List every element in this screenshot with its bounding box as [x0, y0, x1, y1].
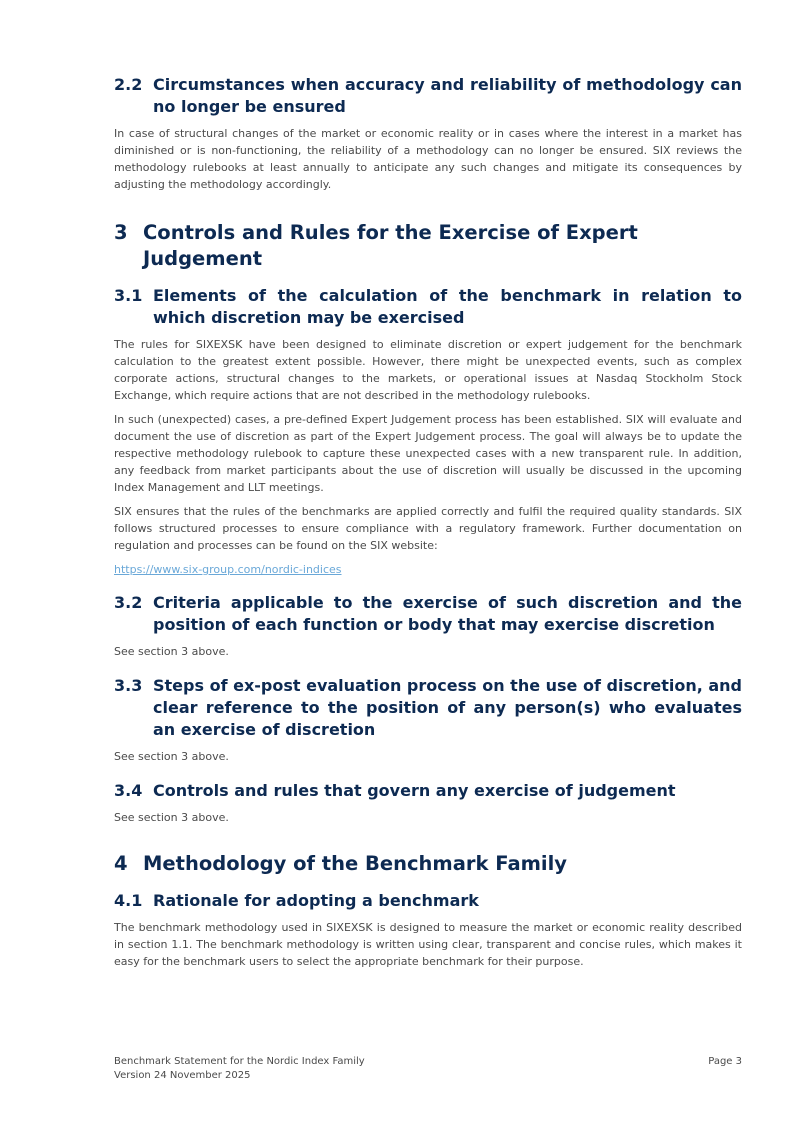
section-heading-3-1: [114, 285, 742, 329]
section-number: 3.1: [114, 286, 143, 305]
section-heading-2-2: [114, 74, 742, 118]
section-number: 4: [114, 852, 128, 875]
section-heading-4-1: [114, 890, 742, 912]
section-number: 4.1: [114, 891, 143, 910]
section-heading-3-3: [114, 675, 742, 741]
section-heading-3-4: [114, 780, 742, 802]
section-title: Controls and rules that govern any exercise of judgement: [153, 781, 676, 800]
section-title: Criteria applicable to the exercise of such discretion and the position of each function or body that may exercise discretion: [153, 593, 742, 634]
page-number: Page 3: [708, 1056, 742, 1067]
document-body: [114, 74, 742, 977]
page-footer: [114, 1055, 742, 1083]
section-title: Methodology of the Benchmark Family: [143, 852, 568, 875]
paragraph: The benchmark methodology used in SIXEXSK is designed to measure the market or economic reality described in section 1.1. The benchmark methodology is written using clear, transparent and concise rules, which makes it easy for the benchmark users to select the appropriate benchmark for their purpose.: [114, 921, 742, 968]
footer-document-title: Benchmark Statement for the Nordic Index Family: [114, 1056, 365, 1067]
paragraph: SIX ensures that the rules of the benchmarks are applied correctly and fulfil the required quality standards. SIX follows structured processes to ensure compliance with a regulatory framework. Further documentation on regulation and processes can be found on the SIX website:: [114, 505, 742, 552]
paragraph: See section 3 above.: [114, 750, 229, 763]
paragraph: The rules for SIXEXSK have been designed to eliminate discretion or expert judgement for the benchmark calculation to the greatest extent possible. However, there might be unexpected events, such as complex corporate actions, structural changes to the markets, or operational issues at Nasdaq Stockholm Stock Exchange, which require actions that are not described in the methodology rulebooks.: [114, 338, 742, 402]
section-number: 2.2: [114, 75, 143, 94]
paragraph: In such (unexpected) cases, a pre-defined Expert Judgement process has been established. SIX will evaluate and document the use of discretion as part of the Expert Judgement process. The goal will always be to update the respective methodology rulebook to capture these unexpected cases with a new transparent rule. In addition, any feedback from market participants about the use of discretion will usually be discussed in the upcoming Index Management and LLT meetings.: [114, 413, 742, 494]
footer-version: Version 24 November 2025: [114, 1070, 251, 1081]
section-heading-3: [114, 220, 742, 272]
section-heading-3-2: [114, 592, 742, 636]
paragraph: In case of structural changes of the market or economic reality or in cases where the interest in a market has diminished or is non-functioning, the reliability of a methodology can no longer be ensured. SIX reviews the methodology rulebooks at least annually to anticipate any such changes and mitigate its consequences by adjusting the methodology accordingly.: [114, 127, 742, 191]
section-number: 3.3: [114, 676, 143, 695]
section-heading-4: [114, 851, 742, 877]
section-title: Rationale for adopting a benchmark: [153, 891, 479, 910]
six-website-link[interactable]: https://www.six-group.com/nordic-indices: [114, 563, 342, 576]
section-title: Circumstances when accuracy and reliability of methodology can no longer be ensured: [153, 75, 742, 116]
section-title: Elements of the calculation of the benchmark in relation to which discretion may be exercised: [153, 286, 742, 327]
paragraph: See section 3 above.: [114, 811, 229, 824]
section-title: Steps of ex-post evaluation process on the use of discretion, and clear reference to the position of any person(s) who evaluates an exercise of discretion: [153, 676, 742, 739]
section-number: 3: [114, 221, 128, 244]
section-title: Controls and Rules for the Exercise of Expert Judgement: [143, 221, 638, 270]
paragraph: See section 3 above.: [114, 645, 229, 658]
link-paragraph: [114, 561, 742, 578]
section-number: 3.2: [114, 593, 143, 612]
section-number: 3.4: [114, 781, 143, 800]
